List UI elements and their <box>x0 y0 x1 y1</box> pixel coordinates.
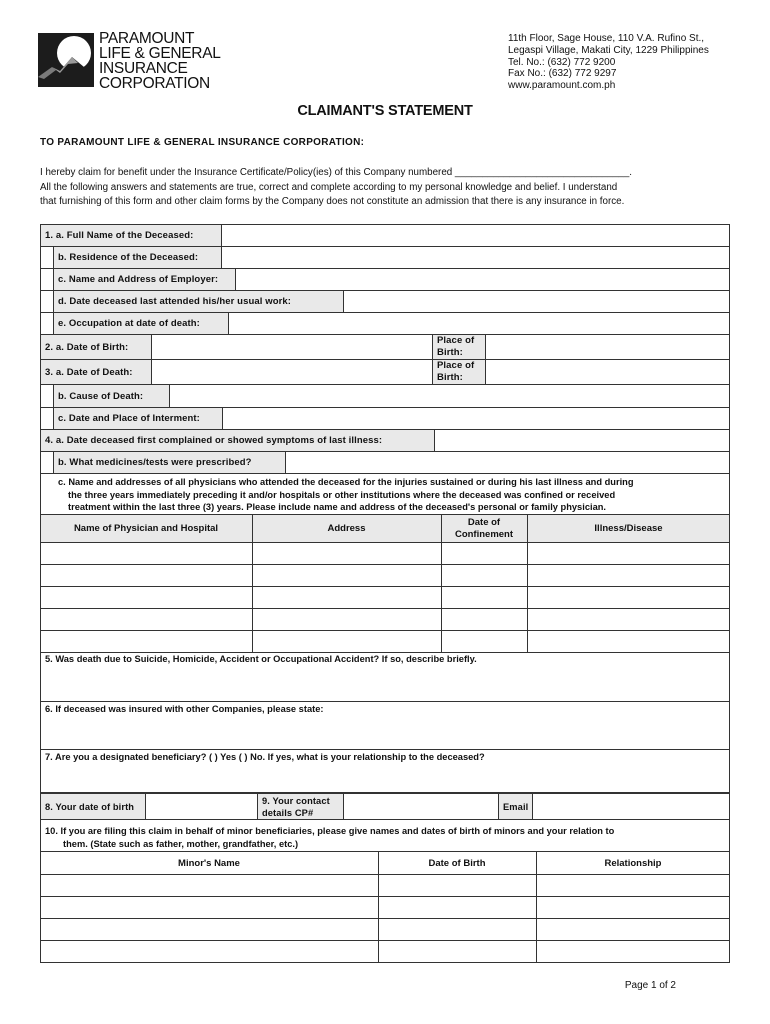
place-of-birth-text: Birth: <box>437 347 463 358</box>
place-of-birth-field[interactable] <box>485 334 730 360</box>
page-number: Page 1 of 2 <box>624 980 676 991</box>
intro-line: I hereby claim for benefit under the Insurance Certificate/Policy(ies) of this Company numbered ________________________________. <box>40 167 633 178</box>
occupation-label: e. Occupation at date of death: <box>53 312 229 335</box>
col-minor-name: Minor's Name <box>178 858 240 869</box>
q5-label: 5. Was death due to Suicide, Homicide, Accident or Occupational Accident? If so, describe briefly. <box>45 654 477 664</box>
table-divider <box>527 514 528 653</box>
mountain-logo-icon <box>38 33 94 87</box>
col-address: Address <box>327 523 366 534</box>
contact-label <box>257 793 344 820</box>
company-name-line: LIFE & GENERAL <box>99 45 221 62</box>
intro-paragraph <box>40 166 732 210</box>
table-row <box>40 564 730 565</box>
q10-line: 10. If you are filing this claim in behalf of minor beneficiaries, please give names and dates of birth of minors and your relation to <box>45 826 615 836</box>
address-line: 11th Floor, Sage House, 110 V.A. Rufino St., <box>508 33 705 44</box>
row-indent <box>40 407 54 430</box>
row-indent <box>40 290 54 313</box>
phone-line: Tel. No.: (632) 772 9200 <box>508 56 616 68</box>
company-address <box>508 33 709 92</box>
q7-label: 7. Are you a designated beneficiary? ( ) Yes ( ) No. If yes, what is your relationship to the deceased? <box>45 752 485 762</box>
row-indent <box>40 312 54 335</box>
q6-label: 6. If deceased was insured with other Companies, please state: <box>45 704 324 714</box>
col-header-line: Confinement <box>454 529 514 540</box>
table-row <box>40 630 730 631</box>
row-indent <box>40 384 54 408</box>
address-line: Legaspi Village, Makati City, 1229 Philippines <box>508 44 709 56</box>
intro-line: that furnishing of this form and other claim forms by the Company does not constitute an admission that there is any insurance in force. <box>40 196 625 207</box>
date-of-death-field[interactable] <box>151 359 433 385</box>
col-illness: Illness/Disease <box>594 523 663 534</box>
medicines-field[interactable] <box>285 451 730 474</box>
first-symptoms-label: 4. a. Date deceased first complained or showed symptoms of last illness: <box>40 429 435 452</box>
col-date-confinement <box>441 517 527 541</box>
q10-label <box>45 825 614 850</box>
place-of-death-text: Place of <box>437 360 475 371</box>
email-label: Email <box>498 793 533 820</box>
row-indent <box>40 451 54 474</box>
col-physician-name: Name of Physician and Hospital <box>73 523 219 534</box>
contact-field[interactable] <box>343 793 499 820</box>
cause-of-death-label: b. Cause of Death: <box>53 384 170 408</box>
company-name-line: INSURANCE <box>99 60 188 77</box>
employer-field[interactable] <box>235 268 730 291</box>
table-row <box>40 896 730 897</box>
interment-label: c. Date and Place of Interment: <box>53 407 223 430</box>
instruction-line: the three years immediately preceding it and/or hospitals or other institutions where the deceased was confined or received <box>68 489 616 500</box>
physicians-instructions-text <box>58 476 634 514</box>
first-symptoms-field[interactable] <box>434 429 730 452</box>
table-row <box>40 586 730 587</box>
intro-line: All the following answers and statements are true, correct and complete according to my personal knowledge and belief. I understand <box>40 181 618 193</box>
table-divider <box>40 851 730 852</box>
occupation-field[interactable] <box>228 312 730 335</box>
contact-label-text: details CP# <box>262 807 314 818</box>
table-row <box>40 874 730 875</box>
table-row <box>40 918 730 919</box>
company-name-line: CORPORATION <box>99 75 210 92</box>
website-line: www.paramount.com.ph <box>508 80 616 92</box>
place-of-death-field[interactable] <box>485 359 730 385</box>
place-of-birth-label <box>432 334 486 360</box>
table-row <box>40 608 730 609</box>
instruction-line: c. Name and addresses of all physicians who attended the deceased for the injuries sustained or during his last illness and during <box>58 477 634 487</box>
last-work-date-field[interactable] <box>343 290 730 313</box>
company-name <box>99 31 221 91</box>
place-of-death-text: Birth: <box>437 372 463 383</box>
fax-line: Fax No.: (632) 772 9297 <box>508 68 617 80</box>
your-dob-field[interactable] <box>145 793 258 820</box>
row-indent <box>40 246 54 269</box>
addressee-line: TO PARAMOUNT LIFE & GENERAL INSURANCE CORPORATION: <box>40 137 365 148</box>
col-relationship: Relationship <box>604 858 662 869</box>
col-header-line: Date of <box>467 517 501 528</box>
instruction-line: treatment within the last three (3) years. Please include name and address of the deceased's personal or family physician. <box>68 502 606 512</box>
residence-label: b. Residence of the Deceased: <box>53 246 222 269</box>
col-minor-dob: Date of Birth <box>428 858 486 869</box>
q10-line: them. (State such as father, mother, grandfather, etc.) <box>63 838 299 849</box>
cause-of-death-field[interactable] <box>169 384 730 408</box>
form-title: CLAIMANT'S STATEMENT <box>297 103 473 119</box>
residence-field[interactable] <box>221 246 730 269</box>
dob-label: 2. a. Date of Birth: <box>40 334 152 360</box>
contact-label-text: 9. Your contact <box>262 795 330 806</box>
full-name-label: 1. a. Full Name of the Deceased: <box>40 224 222 247</box>
company-name-line: PARAMOUNT <box>99 30 195 47</box>
place-of-death-label <box>432 359 486 385</box>
full-name-field[interactable] <box>221 224 730 247</box>
your-dob-label: 8. Your date of birth <box>40 793 146 820</box>
table-row <box>40 940 730 941</box>
dob-field[interactable] <box>151 334 433 360</box>
place-of-birth-text: Place of <box>437 335 475 346</box>
last-work-date-label: d. Date deceased last attended his/her usual work: <box>53 290 344 313</box>
interment-field[interactable] <box>222 407 730 430</box>
employer-label: c. Name and Address of Employer: <box>53 268 236 291</box>
table-divider <box>252 514 253 653</box>
email-field[interactable] <box>532 793 730 820</box>
row-indent <box>40 268 54 291</box>
medicines-label: b. What medicines/tests were prescribed? <box>53 451 286 474</box>
date-of-death-label: 3. a. Date of Death: <box>40 359 152 385</box>
company-logo-mark <box>38 33 94 87</box>
